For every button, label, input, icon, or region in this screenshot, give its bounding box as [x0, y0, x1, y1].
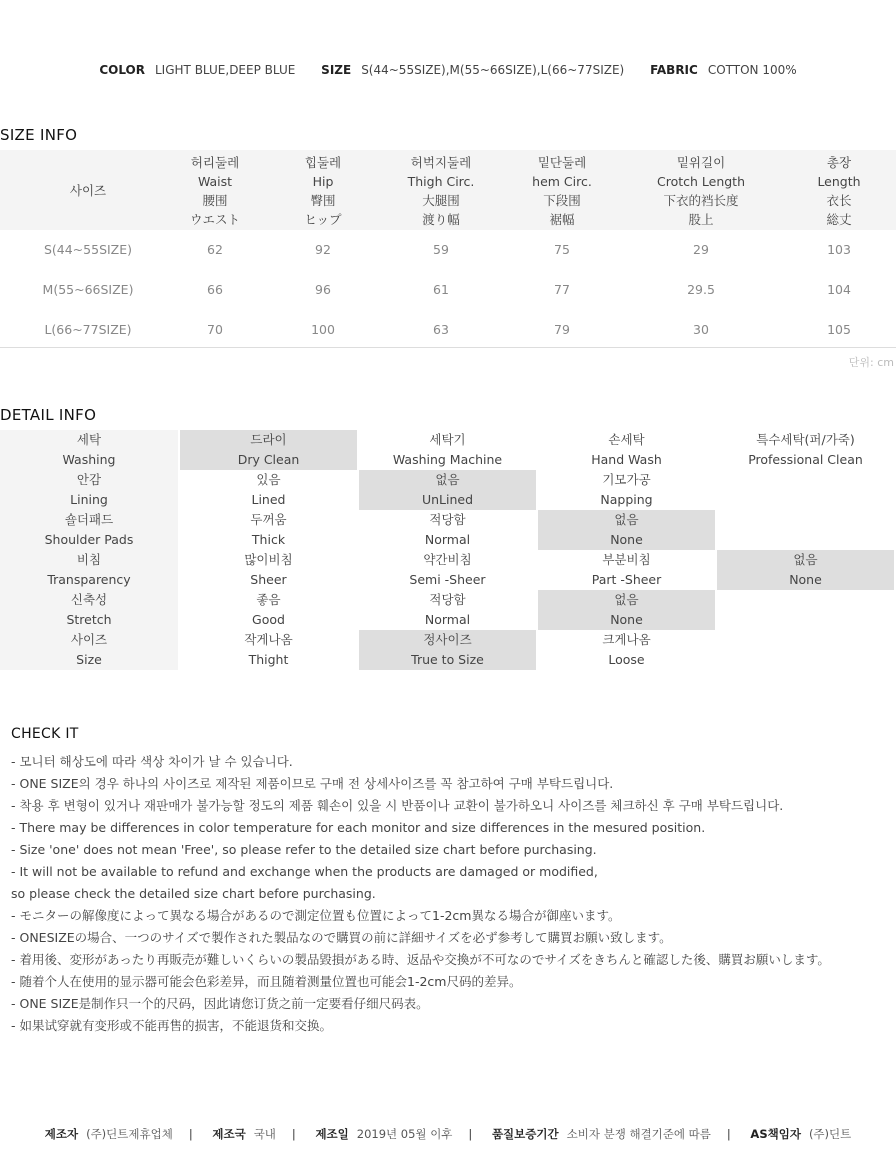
detail-label-line: 세탁	[76, 432, 102, 447]
size-cell: 61	[433, 282, 449, 297]
detail-option	[717, 470, 894, 510]
size-column-header-line: Waist	[197, 174, 233, 189]
detail-option-line: 적당함	[429, 592, 466, 607]
size-column-header-line: 下段围	[543, 193, 581, 208]
detail-option-line: 좋음	[256, 592, 281, 607]
fabric-label: FABRIC	[650, 63, 698, 77]
size-column-header-line: 허벅지둘레	[410, 155, 472, 170]
detail-option-line: 손세탁	[608, 432, 645, 447]
detail-option	[180, 590, 357, 630]
detail-option-line: True to Size	[411, 652, 484, 667]
detail-option-line: Lined	[251, 492, 286, 507]
size-row	[0, 322, 896, 342]
detail-option-line: None	[610, 612, 643, 627]
size-table-divider	[0, 347, 896, 348]
size-column-header-line: 衣长	[826, 193, 852, 208]
detail-option	[717, 590, 894, 630]
size-cell: 70	[207, 322, 223, 337]
detail-label-line: Lining	[70, 492, 108, 507]
detail-option-selected	[180, 430, 357, 470]
size-cell: 104	[827, 282, 851, 297]
size-info-title: SIZE INFO	[0, 126, 78, 144]
detail-option-line: None	[610, 532, 643, 547]
detail-option	[538, 630, 715, 670]
size-column-header-line: 臀围	[310, 193, 336, 208]
detail-option-line: 세탁기	[429, 432, 466, 447]
detail-option-line: 기모가공	[602, 472, 651, 487]
detail-option	[538, 470, 715, 510]
detail-option-selected	[359, 470, 536, 510]
size-column-header-line: ヒップ	[304, 212, 342, 227]
size-header-label: 사이즈	[69, 183, 107, 198]
detail-option-selected	[717, 550, 894, 590]
detail-label-line: 숄더패드	[64, 512, 114, 527]
detail-option-line: 많이비침	[244, 552, 293, 567]
size-column-header	[376, 153, 506, 229]
check-it-line: - モニターの解像度によって異なる場合があるので測定位置も位置によって1-2cm異なる場合が御座います。	[11, 908, 621, 923]
detail-option	[538, 430, 715, 470]
detail-option-line: None	[789, 572, 822, 587]
detail-option	[359, 430, 536, 470]
size-cell: 79	[554, 322, 570, 337]
detail-option-selected	[538, 510, 715, 550]
size-cell: 30	[693, 322, 709, 337]
detail-option-line: 약간비침	[423, 552, 472, 567]
detail-option-line: 없음	[614, 592, 639, 607]
date-label: 제조일	[315, 1127, 349, 1141]
detail-option-line: 있음	[256, 472, 281, 487]
detail-label-line: 사이즈	[70, 632, 108, 647]
detail-option-line: 두꺼움	[250, 512, 287, 527]
size-column-header-line: Hip	[312, 174, 334, 189]
size-row	[0, 282, 896, 302]
size-column-header-line: 힙둘레	[304, 155, 342, 170]
size-column-header	[497, 153, 627, 229]
detail-info-title: DETAIL INFO	[0, 406, 97, 424]
detail-option	[359, 510, 536, 550]
detail-label-line: 안감	[76, 472, 102, 487]
detail-option	[180, 510, 357, 550]
check-it-line: - It will not be available to refund and exchange when the products are damaged or modified,	[11, 864, 598, 879]
detail-option-line: Loose	[608, 652, 645, 667]
detail-option-line: Semi -Sheer	[409, 572, 486, 587]
detail-option-line: Washing Machine	[392, 452, 503, 467]
check-it-notes	[11, 751, 830, 1037]
color-label: COLOR	[99, 63, 145, 77]
detail-row	[0, 430, 896, 470]
size-row-label: M(55~66SIZE)	[42, 282, 134, 297]
size-column-header-line: Crotch Length	[656, 174, 746, 189]
size-column-header	[258, 153, 388, 229]
country-label: 제조국	[212, 1127, 246, 1141]
detail-label-line: Washing	[62, 452, 116, 467]
unit-note: 단위: cm	[848, 356, 894, 369]
check-it-line: so please check the detailed size chart before purchasing.	[11, 886, 376, 901]
size-column-header-line: 総丈	[826, 212, 852, 227]
detail-row	[0, 550, 896, 590]
as-value: (주)딘트	[808, 1127, 852, 1141]
check-it-line: - 착용 후 변형이 있거나 재판매가 불가능할 정도의 제품 훼손이 있을 시 반품이나 교환이 불가하오니 사이즈를 체크하신 후 구매 부탁드립니다.	[11, 798, 784, 813]
detail-label-line: 신축성	[70, 592, 108, 607]
detail-option	[359, 590, 536, 630]
size-row	[0, 242, 896, 262]
as-label: AS책임자	[750, 1127, 801, 1141]
detail-row-label	[0, 550, 178, 590]
check-it-line: - Size 'one' does not mean 'Free', so please refer to the detailed size chart before purchasing.	[11, 842, 597, 857]
detail-option-selected	[538, 590, 715, 630]
detail-row-label	[0, 630, 178, 670]
size-column-header-line: 腰围	[202, 193, 228, 208]
date-value: 2019년 05월 이후	[356, 1127, 453, 1141]
detail-option-line: Napping	[600, 492, 653, 507]
detail-option	[717, 430, 894, 470]
warranty-label: 품질보증기간	[491, 1127, 559, 1141]
size-row-label: L(66~77SIZE)	[44, 322, 132, 337]
check-it-line: - ONESIZEの場合、一つのサイズで製作された製品なので購買の前に詳細サイズを必ず参考して購買お願い致します。	[11, 930, 672, 945]
detail-label-line: Stretch	[66, 612, 112, 627]
size-cell: 100	[311, 322, 335, 337]
detail-option-line: Professional Clean	[748, 452, 863, 467]
detail-row	[0, 630, 896, 670]
detail-row-label	[0, 430, 178, 470]
detail-option-line: UnLined	[421, 492, 474, 507]
detail-option-line: Normal	[424, 532, 471, 547]
size-column-header-line: Length	[817, 174, 861, 189]
detail-option-line: Normal	[424, 612, 471, 627]
size-row-label: S(44~55SIZE)	[43, 242, 133, 257]
size-column-header	[774, 153, 896, 229]
check-it-line: - 如果试穿就有变形或不能再售的损害，不能退货和交换。	[11, 1018, 332, 1033]
size-cell: 29	[693, 242, 709, 257]
detail-option	[180, 470, 357, 510]
size-column-header-line: 下衣的裆长度	[663, 193, 739, 208]
detail-option-line: Good	[252, 612, 285, 627]
detail-label-line: Transparency	[47, 572, 131, 587]
size-cell: 59	[433, 242, 449, 257]
detail-option-line: Part -Sheer	[591, 572, 662, 587]
check-it-line: - 모니터 해상도에 따라 색상 차이가 날 수 있습니다.	[11, 754, 293, 769]
detail-row-label	[0, 510, 178, 550]
size-column-header-line: 大腿围	[422, 193, 460, 208]
size-column-header-line: 밑위길이	[676, 155, 726, 170]
maker-value: (주)딘트제휴업체	[86, 1127, 173, 1141]
size-cell: 66	[207, 282, 223, 297]
size-cell: 92	[315, 242, 331, 257]
detail-row	[0, 470, 896, 510]
detail-option	[717, 510, 894, 550]
detail-option	[180, 630, 357, 670]
detail-row	[0, 510, 896, 550]
size-column-header-line: 총장	[826, 155, 852, 170]
size-column-header-line: hem Circ.	[532, 174, 592, 189]
manufacturer-info: 제조자 (주)딘트제휴업체 | 제조국 국내 | 제조일 2019년 05월 이후 | 품질보증기간 소비자 분쟁 해결기준에 따름 | AS책임자 (주)딘트	[44, 1127, 852, 1141]
color-value: LIGHT BLUE,DEEP BLUE	[155, 63, 296, 77]
detail-option-line: 없음	[793, 552, 818, 567]
check-it-line: - ONE SIZE是制作只一个的尺码，因此请您订货之前一定要看仔细尺码表。	[11, 996, 429, 1011]
detail-option-line: Thight	[248, 652, 289, 667]
detail-row-label	[0, 470, 178, 510]
size-cell: 75	[554, 242, 570, 257]
size-cell: 105	[827, 322, 851, 337]
size-label: SIZE	[321, 63, 352, 77]
detail-option	[359, 550, 536, 590]
size-column-header-line: 허리둘레	[190, 155, 240, 170]
size-column-header-line: 股上	[688, 212, 714, 227]
detail-option-line: Sheer	[250, 572, 287, 587]
detail-row	[0, 590, 896, 630]
detail-option-line: Thick	[251, 532, 286, 547]
size-cell: 63	[433, 322, 449, 337]
detail-option-line: 특수세탁(퍼/가죽)	[756, 432, 855, 447]
size-cell: 103	[827, 242, 851, 257]
check-it-line: - 着用後、変形があったり再販売が難しいくらいの製品毀損がある時、返品や交換が不可なのでサイズをきちんと確認した後、購買お願いします。	[11, 952, 830, 967]
detail-option-line: 작게나옴	[244, 632, 293, 647]
detail-label-line: 비침	[76, 552, 102, 567]
check-it-line: - ONE SIZE의 경우 하나의 사이즈로 제작된 제품이므로 구매 전 상세사이즈를 꼭 참고하여 구매 부탁드립니다.	[11, 776, 614, 791]
size-cell: 62	[207, 242, 223, 257]
maker-label: 제조자	[44, 1127, 79, 1141]
detail-option-line: 크게나옴	[602, 632, 651, 647]
detail-option-line: 부분비침	[602, 552, 651, 567]
detail-label-line: Size	[76, 652, 102, 667]
product-spec-line	[0, 63, 896, 77]
size-column-header-line: Thigh Circ.	[407, 174, 475, 189]
detail-option-line: 없음	[435, 472, 460, 487]
detail-option	[180, 550, 357, 590]
check-it-line: - There may be differences in color temperature for each monitor and size differences in the mesured position.	[11, 820, 706, 835]
size-column-header	[636, 153, 766, 229]
size-column-header-line: 밑단둘레	[537, 155, 587, 170]
size-column-header-line: 裾幅	[549, 212, 575, 227]
fabric-value: COTTON 100%	[707, 63, 797, 77]
warranty-value: 소비자 분쟁 해결기준에 따름	[566, 1127, 711, 1141]
detail-row-label	[0, 590, 178, 630]
detail-option-line: 정사이즈	[423, 632, 472, 647]
size-cell: 77	[554, 282, 570, 297]
detail-option	[538, 550, 715, 590]
detail-option-line: 드라이	[250, 432, 287, 447]
check-it-title: CHECK IT	[11, 726, 79, 742]
detail-option-line: 적당함	[429, 512, 466, 527]
detail-option-selected	[359, 630, 536, 670]
size-cell: 96	[315, 282, 331, 297]
detail-option-line: 없음	[614, 512, 639, 527]
detail-option-line: Dry Clean	[237, 452, 300, 467]
size-column-header-line: ウエスト	[189, 212, 240, 227]
detail-option	[717, 630, 894, 670]
size-cell: 29.5	[687, 282, 715, 297]
size-value: S(44~55SIZE),M(55~66SIZE),L(66~77SIZE)	[361, 63, 625, 77]
size-column-header-line: 渡り幅	[422, 212, 460, 227]
detail-label-line: Shoulder Pads	[44, 532, 134, 547]
detail-option-line: Hand Wash	[591, 452, 662, 467]
country-value: 국내	[253, 1127, 276, 1141]
check-it-line: - 随着个人在使用的显示器可能会色彩差异，而且随着测量位置也可能会1-2cm尺码的差异。	[11, 974, 522, 989]
